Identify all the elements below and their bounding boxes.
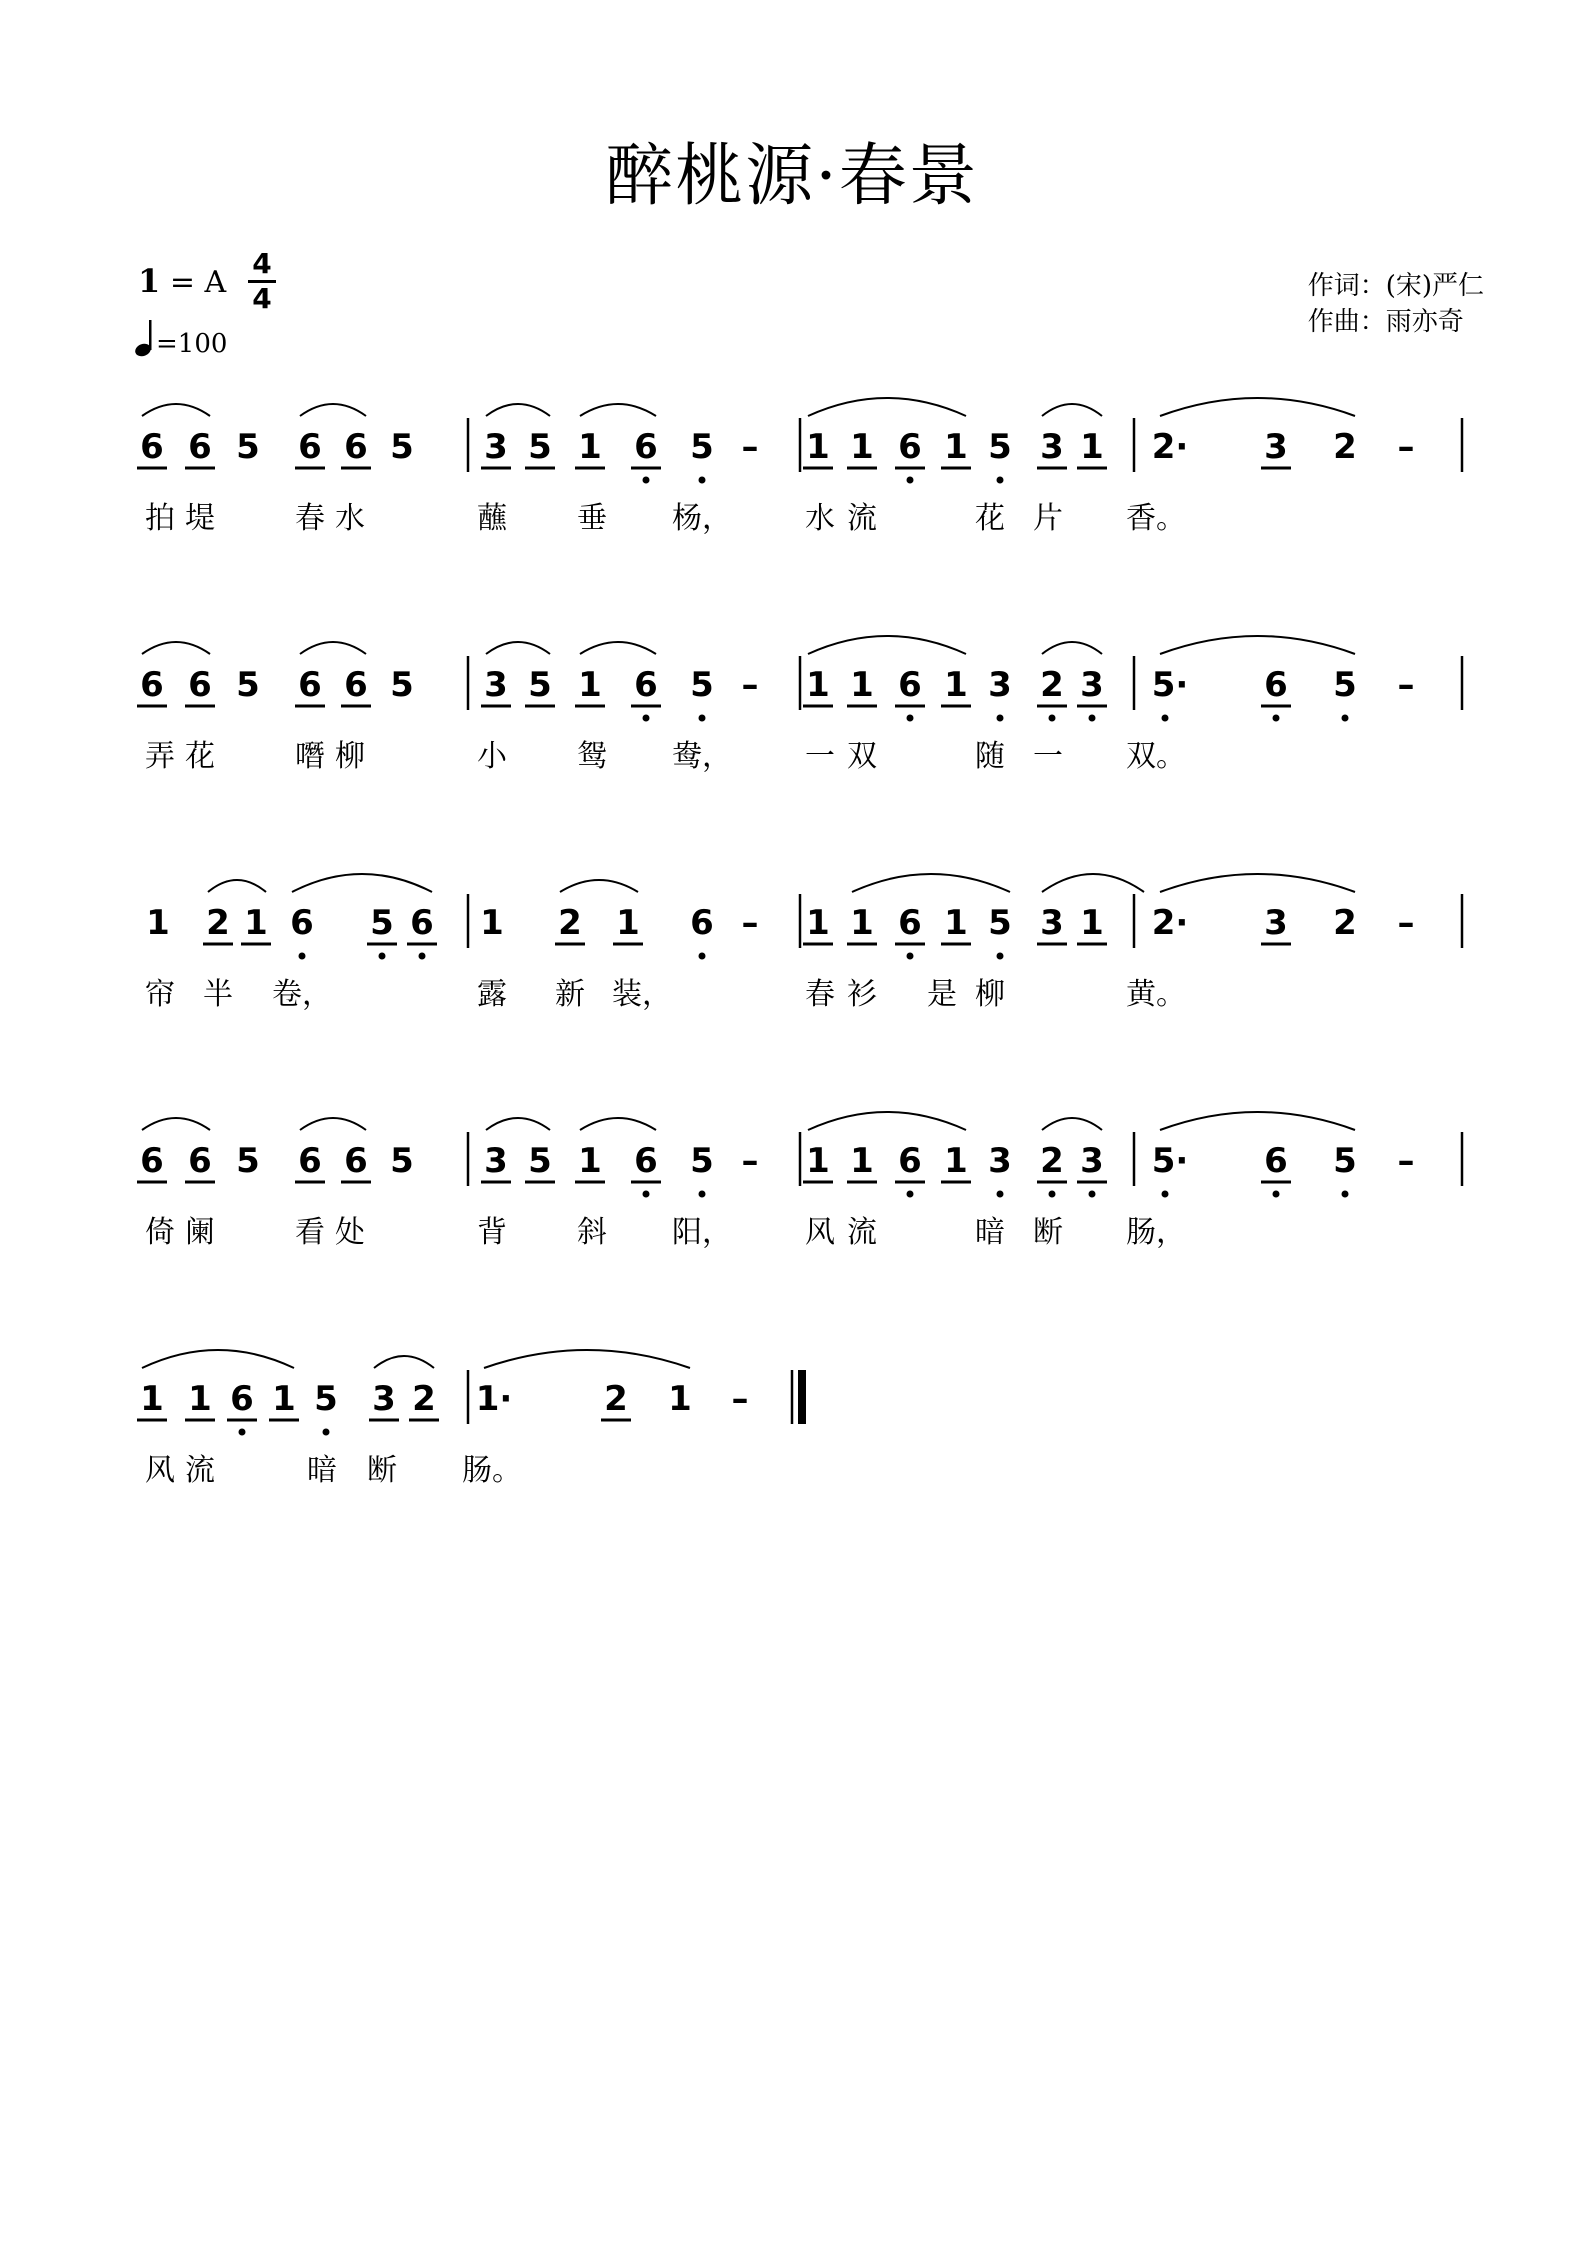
note: 5 [236, 1141, 260, 1181]
note: 6 [634, 665, 658, 705]
key-do: 1 [138, 262, 161, 300]
note: 1· [475, 1379, 513, 1419]
slur [1160, 874, 1355, 892]
note: 3 [1040, 903, 1064, 943]
lyric-syllable: 流 [847, 1215, 877, 1250]
dash-sustain: – [1397, 427, 1415, 467]
note: 5 [528, 427, 552, 467]
note: 1 [578, 1141, 602, 1181]
note: 1 [944, 903, 968, 943]
note: 6 [344, 1141, 368, 1181]
note: 5 [528, 1141, 552, 1181]
dash-sustain: – [1397, 665, 1415, 705]
note: 1 [806, 665, 830, 705]
note: 6 [140, 1141, 164, 1181]
slur [486, 404, 550, 416]
lyric-syllable: 鸳 [577, 739, 607, 774]
slur [208, 880, 266, 892]
lyric-syllable: 蘸 [477, 501, 507, 536]
low-octave-dot [907, 477, 914, 484]
low-octave-dot [699, 715, 706, 722]
low-octave-dot [1273, 1191, 1280, 1198]
low-octave-dot [1162, 715, 1169, 722]
low-octave-dot [699, 953, 706, 960]
time-signature-top: 4 [252, 247, 272, 280]
key-note: A [204, 265, 227, 300]
song-title: 醉桃源·春景 [605, 137, 979, 216]
lyric-syllable: 装， [612, 977, 672, 1012]
note: 3 [484, 1141, 508, 1181]
note: 3 [988, 665, 1012, 705]
note: 6 [634, 427, 658, 467]
dash-sustain: – [1397, 1141, 1415, 1181]
lyric-syllable: 垂 [577, 501, 607, 536]
note: 5 [690, 427, 714, 467]
note: 1 [1080, 427, 1104, 467]
lyric-syllable: 肠， [1126, 1215, 1186, 1250]
note: 6 [898, 1141, 922, 1181]
lyricist-credit: 作词：(宋)严仁 [1307, 271, 1484, 301]
low-octave-dot [299, 953, 306, 960]
note: 3 [1080, 1141, 1104, 1181]
note: 6 [298, 427, 322, 467]
note: 2 [604, 1379, 628, 1419]
low-octave-dot [1049, 715, 1056, 722]
slur [580, 404, 656, 416]
note: 1 [140, 1379, 164, 1419]
slur [1042, 642, 1102, 654]
note: 1 [806, 1141, 830, 1181]
low-octave-dot [907, 953, 914, 960]
slur [300, 404, 366, 416]
lyric-syllable: 香。 [1126, 501, 1186, 536]
composer-credit: 作曲：雨亦奇 [1307, 307, 1464, 337]
note: 5 [988, 427, 1012, 467]
note: 1 [944, 1141, 968, 1181]
low-octave-dot [907, 1191, 914, 1198]
note: 5 [988, 903, 1012, 943]
lyric-syllable: 小 [477, 739, 507, 774]
note: 1 [944, 665, 968, 705]
note: 3 [484, 665, 508, 705]
lyric-syllable: 斜 [577, 1215, 607, 1250]
low-octave-dot [379, 953, 386, 960]
low-octave-dot [323, 1429, 330, 1436]
note: 1 [578, 427, 602, 467]
lyric-syllable: 露 [477, 977, 507, 1012]
slur [300, 1118, 366, 1130]
note: 1 [806, 903, 830, 943]
dash-sustain: – [1397, 903, 1415, 943]
lyric-syllable: 卷， [272, 977, 332, 1012]
note: 2 [1040, 665, 1064, 705]
note: 3 [1080, 665, 1104, 705]
note: 1 [850, 1141, 874, 1181]
note: 6 [298, 665, 322, 705]
slur [560, 880, 638, 892]
lyric-syllable: 水 [335, 501, 365, 536]
lyric-syllable: 随 [975, 739, 1005, 774]
note: 2· [1151, 427, 1189, 467]
lyric-syllable: 看 [295, 1215, 325, 1250]
note: 1 [668, 1379, 692, 1419]
note: 3 [1040, 427, 1064, 467]
note: 3 [484, 427, 508, 467]
note: 1 [272, 1379, 296, 1419]
note: 1 [480, 903, 504, 943]
slur [1042, 404, 1102, 416]
slur [484, 1350, 690, 1368]
lyric-syllable: 春 [295, 501, 325, 536]
note: 5· [1151, 665, 1189, 705]
slur [580, 1118, 656, 1130]
slur [142, 1118, 210, 1130]
note: 3 [372, 1379, 396, 1419]
note: 5 [1333, 665, 1357, 705]
note: 6 [298, 1141, 322, 1181]
note: 1 [850, 427, 874, 467]
note: 6 [898, 903, 922, 943]
low-octave-dot [1273, 715, 1280, 722]
note: 6 [690, 903, 714, 943]
slur [300, 642, 366, 654]
lyric-syllable: 一 [1033, 739, 1063, 774]
low-octave-dot [907, 715, 914, 722]
note: 1 [188, 1379, 212, 1419]
lyric-syllable: 柳 [335, 739, 365, 774]
note: 6 [344, 427, 368, 467]
lyric-syllable: 衫 [847, 977, 877, 1012]
note: 2 [206, 903, 230, 943]
note: 6 [1264, 1141, 1288, 1181]
slur [486, 1118, 550, 1130]
low-octave-dot [1342, 715, 1349, 722]
lyric-syllable: 阑 [185, 1215, 215, 1250]
lyric-syllable: 柳 [975, 977, 1005, 1012]
time-signature-bottom: 4 [252, 282, 272, 315]
lyric-syllable: 拍 [145, 501, 175, 536]
low-octave-dot [699, 1191, 706, 1198]
lyric-syllable: 双 [847, 739, 877, 774]
low-octave-dot [997, 715, 1004, 722]
lyric-syllable: 肠。 [462, 1453, 522, 1488]
low-octave-dot [643, 715, 650, 722]
low-octave-dot [239, 1429, 246, 1436]
note: 5 [236, 665, 260, 705]
lyric-syllable: 背 [477, 1215, 507, 1250]
note: 3 [988, 1141, 1012, 1181]
note: 5 [390, 1141, 414, 1181]
lyric-syllable: 阳， [672, 1215, 732, 1250]
note: 2 [412, 1379, 436, 1419]
note: 1 [944, 427, 968, 467]
slur [142, 404, 210, 416]
note: 6 [410, 903, 434, 943]
slur [852, 874, 1010, 892]
lyric-syllable: 杨， [672, 501, 732, 536]
slur [374, 1356, 434, 1368]
note: 1 [850, 665, 874, 705]
note: 5 [390, 665, 414, 705]
note: 5 [690, 1141, 714, 1181]
lyric-syllable: 一 [805, 739, 835, 774]
note: 1 [806, 427, 830, 467]
lyric-syllable: 片 [1033, 501, 1063, 536]
lyric-syllable: 断 [1033, 1215, 1063, 1250]
slur [1160, 636, 1355, 654]
low-octave-dot [1089, 1191, 1096, 1198]
note: 5· [1151, 1141, 1189, 1181]
note: 5 [370, 903, 394, 943]
lyric-syllable: 是 [927, 977, 957, 1012]
slur [1160, 1112, 1355, 1130]
lyric-syllable: 新 [555, 977, 585, 1012]
note: 5 [528, 665, 552, 705]
dash-sustain: – [741, 1141, 759, 1181]
lyric-syllable: 流 [185, 1453, 215, 1488]
dash-sustain: – [731, 1379, 749, 1419]
lyric-syllable: 帘 [145, 977, 175, 1012]
note: 2· [1151, 903, 1189, 943]
lyric-syllable: 双。 [1126, 739, 1186, 774]
note: 6 [634, 1141, 658, 1181]
dash-sustain: – [741, 427, 759, 467]
note: 6 [140, 427, 164, 467]
lyric-syllable: 花 [185, 739, 215, 774]
note: 5 [690, 665, 714, 705]
slur [808, 636, 966, 654]
dash-sustain: – [741, 665, 759, 705]
note: 6 [1264, 665, 1288, 705]
tempo-value: =100 [156, 329, 228, 359]
slur [142, 642, 210, 654]
note: 1 [244, 903, 268, 943]
note: 3 [1264, 903, 1288, 943]
note: 5 [390, 427, 414, 467]
note: 6 [898, 427, 922, 467]
note: 6 [188, 427, 212, 467]
note: 1 [146, 903, 170, 943]
lyric-syllable: 噆 [295, 739, 325, 774]
lyric-syllable: 春 [805, 977, 835, 1012]
low-octave-dot [419, 953, 426, 960]
note: 6 [188, 665, 212, 705]
note: 2 [1333, 427, 1357, 467]
note: 5 [1333, 1141, 1357, 1181]
low-octave-dot [997, 953, 1004, 960]
low-octave-dot [699, 477, 706, 484]
dash-sustain: – [741, 903, 759, 943]
note: 6 [898, 665, 922, 705]
lyric-syllable: 风 [145, 1453, 175, 1488]
note: 3 [1264, 427, 1288, 467]
note: 6 [140, 665, 164, 705]
key-equals: = [169, 265, 195, 300]
slur [808, 398, 966, 416]
note: 1 [578, 665, 602, 705]
note: 2 [558, 903, 582, 943]
note: 1 [616, 903, 640, 943]
low-octave-dot [1049, 1191, 1056, 1198]
low-octave-dot [643, 477, 650, 484]
note: 6 [230, 1379, 254, 1419]
slur [486, 642, 550, 654]
note: 6 [188, 1141, 212, 1181]
lyric-syllable: 处 [335, 1215, 365, 1250]
slur [292, 874, 432, 892]
lyric-syllable: 弄 [145, 739, 175, 774]
lyric-syllable: 花 [975, 501, 1005, 536]
lyric-syllable: 堤 [185, 501, 215, 536]
lyric-syllable: 鸯， [672, 739, 732, 774]
slur [1042, 1118, 1102, 1130]
lyric-syllable: 水 [805, 501, 835, 536]
slur [580, 642, 656, 654]
low-octave-dot [1342, 1191, 1349, 1198]
low-octave-dot [643, 1191, 650, 1198]
note: 5 [236, 427, 260, 467]
lyric-syllable: 流 [847, 501, 877, 536]
low-octave-dot [1089, 715, 1096, 722]
note: 2 [1333, 903, 1357, 943]
slur [1160, 398, 1355, 416]
slur [142, 1350, 294, 1368]
slur [1042, 874, 1144, 892]
lyric-syllable: 风 [805, 1215, 835, 1250]
lyric-syllable: 半 [203, 977, 233, 1012]
note: 1 [1080, 903, 1104, 943]
lyric-syllable: 暗 [975, 1215, 1005, 1250]
note: 5 [314, 1379, 338, 1419]
note: 1 [850, 903, 874, 943]
lyric-syllable: 倚 [145, 1215, 175, 1250]
note: 6 [290, 903, 314, 943]
note: 6 [344, 665, 368, 705]
low-octave-dot [1162, 1191, 1169, 1198]
low-octave-dot [997, 1191, 1004, 1198]
lyric-syllable: 断 [367, 1453, 397, 1488]
slur [808, 1112, 966, 1130]
low-octave-dot [997, 477, 1004, 484]
lyric-syllable: 黄。 [1126, 977, 1186, 1012]
lyric-syllable: 暗 [307, 1453, 337, 1488]
note: 2 [1040, 1141, 1064, 1181]
